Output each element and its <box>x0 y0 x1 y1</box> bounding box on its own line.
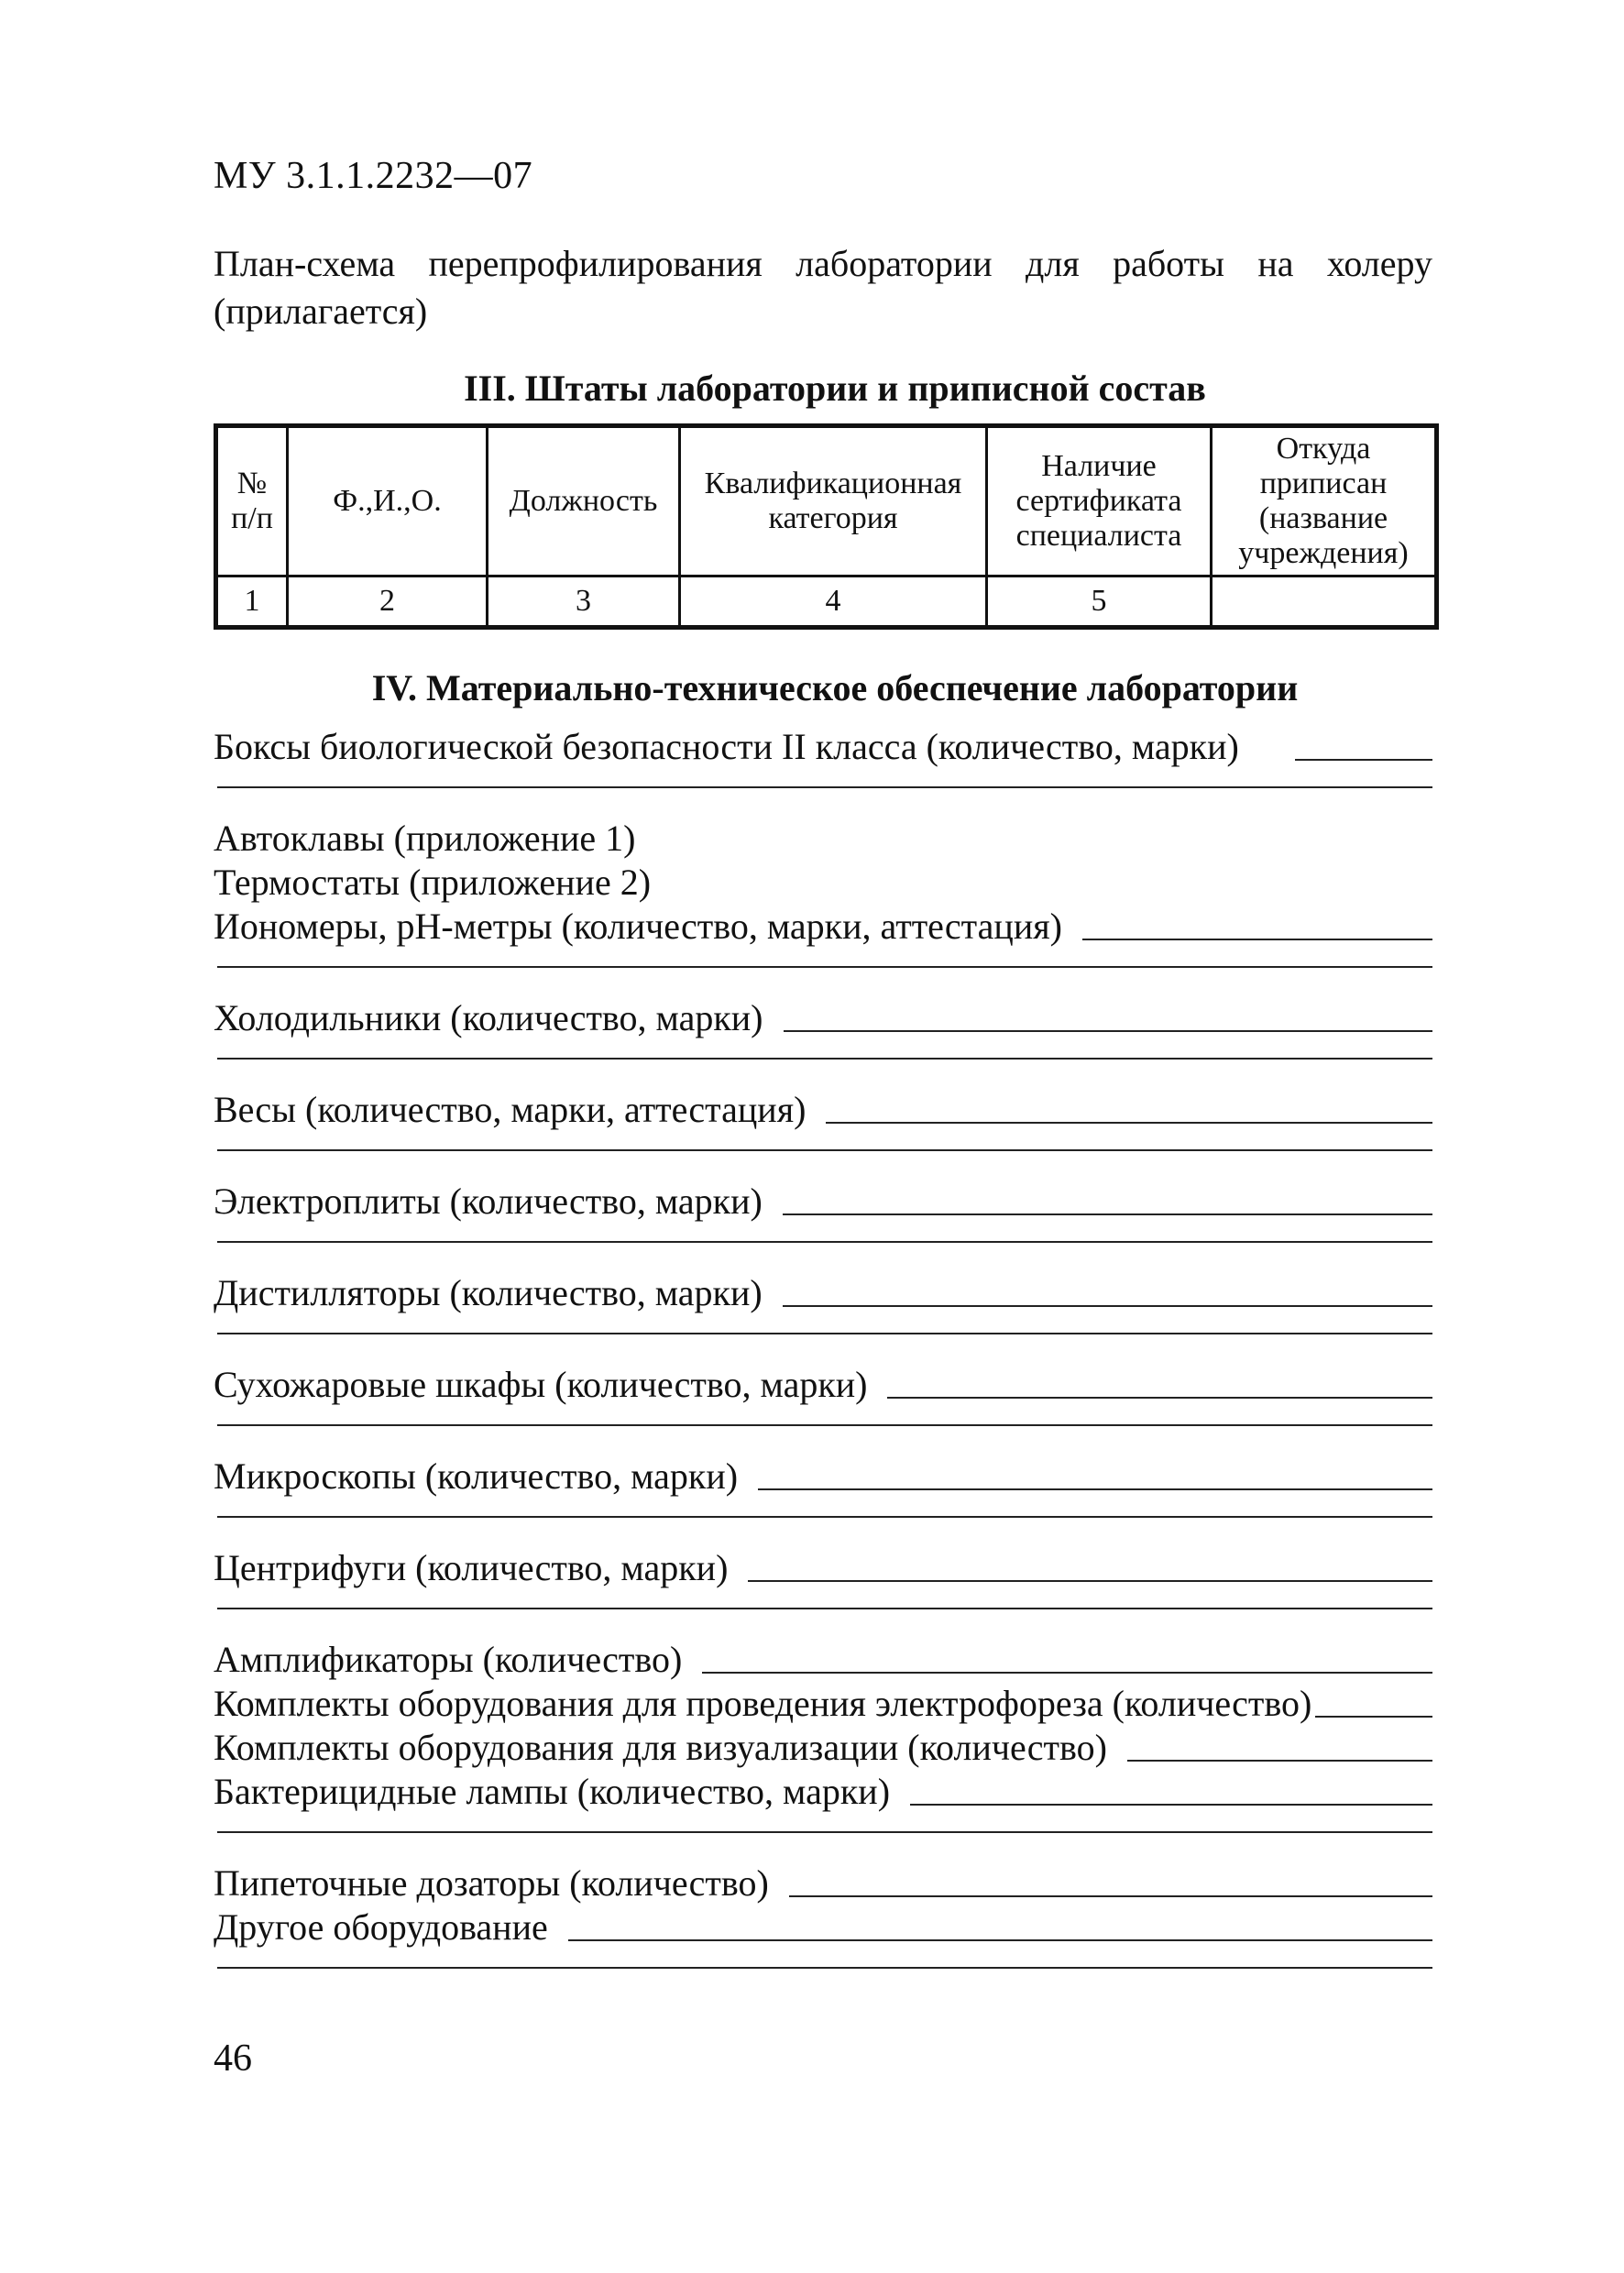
list-item <box>214 1769 1432 1813</box>
column-number-2: 2 <box>288 576 488 628</box>
item-label: Амплификаторы (количество) <box>214 1639 683 1680</box>
item-label: Сухожаровые шкафы (количество, марки) <box>214 1364 868 1405</box>
item-label: Комплекты оборудования для визуализации (количество) <box>214 1727 1107 1768</box>
item-label: Другое оборудование <box>214 1906 548 1948</box>
entry-line[interactable] <box>1127 1760 1432 1762</box>
entry-line[interactable] <box>748 1580 1432 1582</box>
item-label: Весы (количество, марки, аттестация) <box>214 1089 807 1130</box>
entry-line[interactable] <box>217 1058 1432 1060</box>
column-number-4: 4 <box>680 576 987 628</box>
item-label: Пипеточные дозаторы (количество) <box>214 1862 769 1904</box>
entry-line[interactable] <box>217 1149 1432 1151</box>
list-item <box>214 904 1432 948</box>
item-label: Электроплиты (количество, марки) <box>214 1180 763 1222</box>
document-code: МУ 3.1.1.2232—07 <box>214 155 533 197</box>
item-label: Холодильники (количество, марки) <box>214 997 763 1038</box>
column-number-6 <box>1212 576 1437 628</box>
item-label: Автоклавы (приложение 1) <box>214 818 636 859</box>
entry-line[interactable] <box>702 1672 1432 1674</box>
page-number: 46 <box>214 2037 252 2080</box>
list-item <box>214 724 1432 768</box>
entry-line[interactable] <box>217 1241 1432 1243</box>
table-header-row <box>216 426 1437 576</box>
list-item <box>214 1861 1432 1905</box>
entry-line[interactable] <box>1315 1716 1432 1718</box>
entry-line[interactable] <box>826 1122 1432 1124</box>
entry-line[interactable] <box>784 1030 1433 1032</box>
entry-line[interactable] <box>1295 759 1432 761</box>
entry-line[interactable] <box>783 1305 1432 1307</box>
header-qualification: Квалификационная категория <box>680 426 987 576</box>
item-label: Микроскопы (количество, марки) <box>214 1455 739 1497</box>
entry-line[interactable] <box>217 1967 1432 1969</box>
item-label: Центрифуги (количество, марки) <box>214 1547 729 1588</box>
item-label: Дистилляторы (количество, марки) <box>214 1272 763 1313</box>
entry-line[interactable] <box>568 1939 1432 1941</box>
table-number-row <box>216 576 1437 628</box>
list-item <box>214 1270 1432 1314</box>
entry-line[interactable] <box>1082 939 1432 940</box>
list-item <box>214 1905 1432 1949</box>
list-item <box>214 816 1432 860</box>
list-item <box>214 860 1432 904</box>
entry-line[interactable] <box>910 1804 1432 1806</box>
list-item <box>214 1454 1432 1498</box>
list-item <box>214 1179 1432 1223</box>
entry-line[interactable] <box>789 1895 1432 1897</box>
entry-line[interactable] <box>217 1424 1432 1426</box>
list-item <box>214 995 1432 1039</box>
item-label: Боксы биологической безопасности II класса (количество, марки) <box>214 726 1239 767</box>
header-certificate: Наличие сертификата специалиста <box>987 426 1212 576</box>
section-3-title: III. Штаты лаборатории и приписной состав <box>464 368 1206 409</box>
entry-line[interactable] <box>217 966 1432 968</box>
intro-paragraph: План-схема перепрофилирования лаборатории для работы на холеру (прилагается) <box>214 243 1432 332</box>
list-item <box>214 1681 1432 1725</box>
entry-line[interactable] <box>217 1608 1432 1609</box>
entry-line[interactable] <box>217 1831 1432 1833</box>
list-item <box>214 1545 1432 1589</box>
item-label: Термостаты (приложение 2) <box>214 862 652 903</box>
list-item <box>214 1087 1432 1131</box>
header-name: Ф.,И.,О. <box>288 426 488 576</box>
column-number-1: 1 <box>216 576 288 628</box>
section-4-title: IV. Материально-техническое обеспечение лаборатории <box>371 667 1299 708</box>
entry-line[interactable] <box>217 1333 1432 1334</box>
item-label: Иономеры, рН-метры (количество, марки, аттестация) <box>214 906 1062 947</box>
list-item <box>214 1725 1432 1769</box>
staff-table <box>214 423 1439 630</box>
header-assigned-from: Откуда приписан (название учреждения) <box>1212 426 1437 576</box>
column-number-3: 3 <box>488 576 680 628</box>
entry-line[interactable] <box>758 1488 1432 1490</box>
list-item <box>214 1362 1432 1406</box>
entry-line[interactable] <box>217 1516 1432 1518</box>
item-label: Бактерицидные лампы (количество, марки) <box>214 1771 891 1812</box>
entry-line[interactable] <box>783 1213 1432 1215</box>
item-label: Комплекты оборудования для проведения электрофореза (количество) <box>214 1683 1312 1724</box>
list-item <box>214 1637 1432 1681</box>
entry-line[interactable] <box>217 786 1432 788</box>
header-number: № п/п <box>216 426 288 576</box>
entry-line[interactable] <box>887 1397 1432 1399</box>
header-position: Должность <box>488 426 680 576</box>
equipment-list <box>214 724 1432 1996</box>
column-number-5: 5 <box>987 576 1212 628</box>
